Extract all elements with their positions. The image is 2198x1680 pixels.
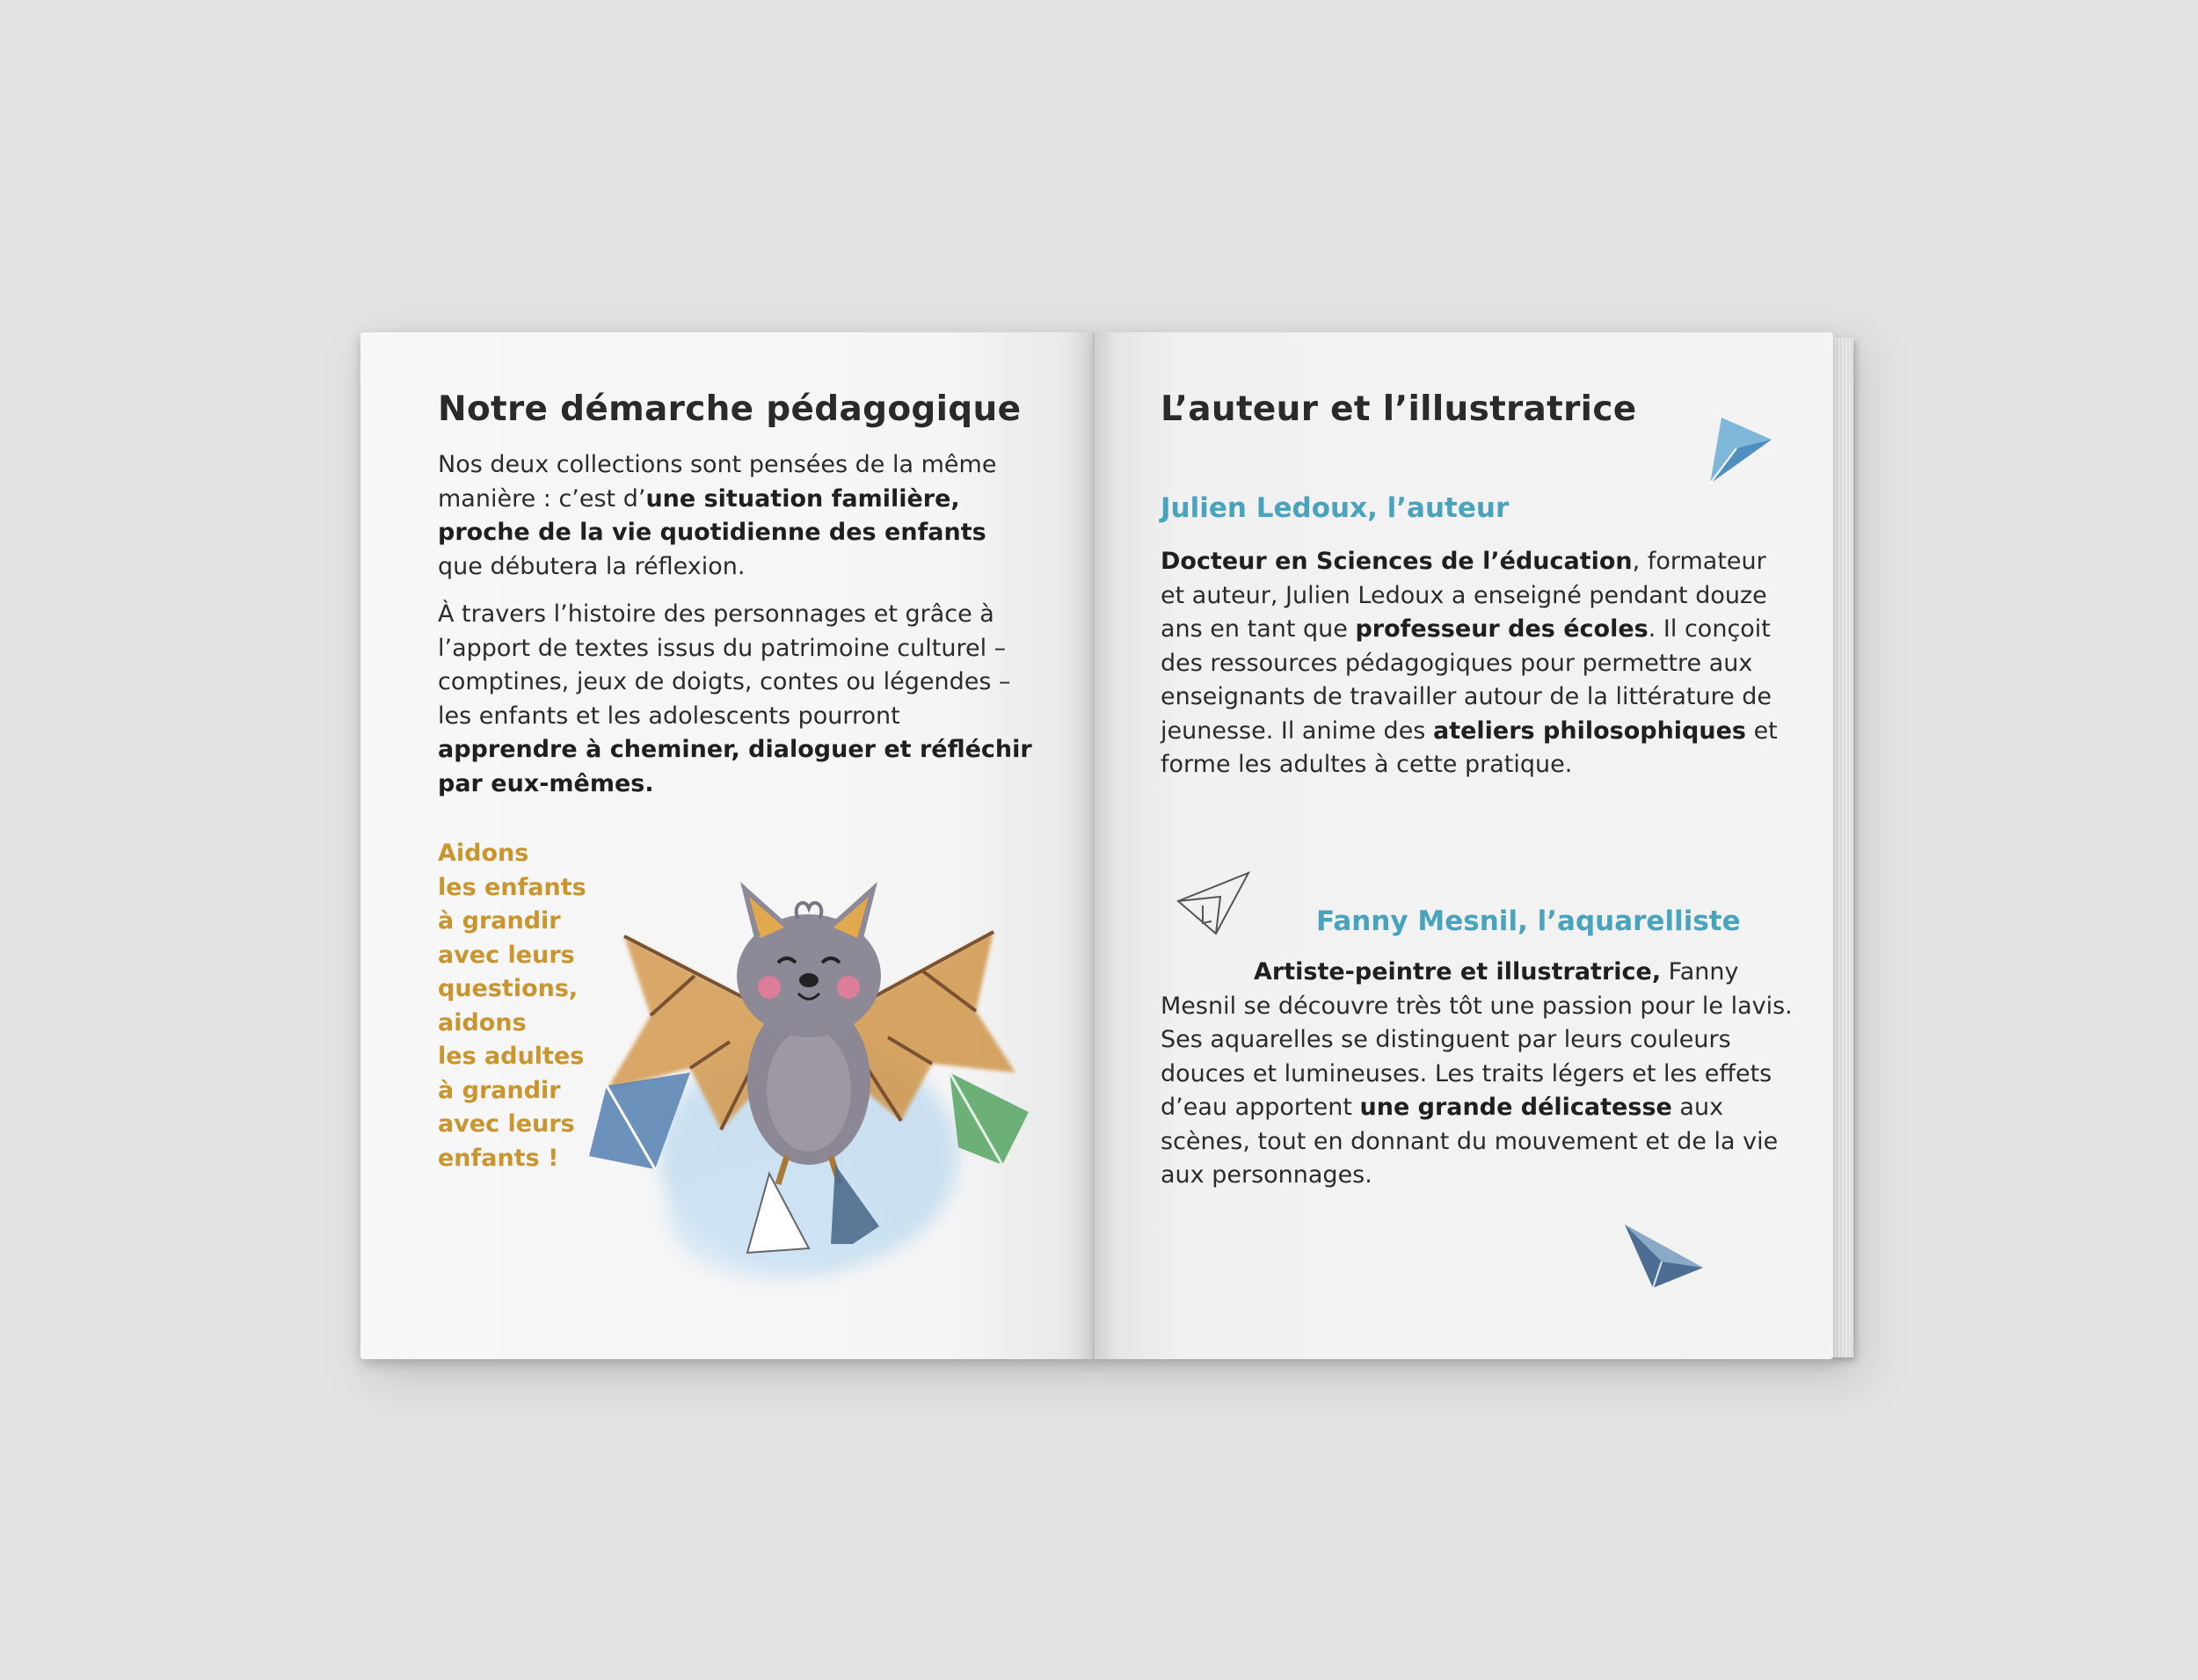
bold-text-run: une situation familière, proche de la vie quotidienne des enfants [438, 484, 986, 546]
text-run: Nos deux collections sont pensées de la même manière : c’est d’ [438, 451, 997, 513]
author-heading: Julien Ledoux, l’auteur [1161, 492, 1510, 524]
text-run: , formateur et auteur, Julien Ledoux a enseigné pendant douze ans en tant que [1161, 548, 1767, 643]
illustrator-heading: Fanny Mesnil, l’aquarelliste [1316, 905, 1741, 937]
text-run: que débutera la réflexion. [438, 552, 746, 580]
bold-text-run: Docteur en Sciences de l’éducation [1161, 548, 1633, 575]
pedagogy-paragraph-2 [438, 598, 1036, 801]
pull-quote-line: questions, [438, 975, 579, 1002]
right-page-title: L’auteur et l’illustratrice [1161, 389, 1637, 429]
pull-quote [438, 837, 586, 1175]
author-bio [1161, 545, 1794, 782]
pull-quote-line: aidons [438, 1008, 527, 1036]
text-run: aux scènes, tout en donnant du mouvement et de la vie aux personnages. [1161, 1094, 1779, 1189]
pedagogy-paragraph-1 [438, 448, 1029, 584]
pull-quote-line: les adultes [438, 1043, 585, 1070]
left-page-title: Notre démarche pédagogique [438, 389, 1022, 429]
bat-watercolor-illustration [589, 866, 1064, 1305]
pull-quote-line: enfants ! [438, 1144, 559, 1172]
paper-plane-navy-icon [1622, 1222, 1706, 1292]
paper-plane-sketch-icon [1176, 870, 1251, 936]
bold-text-run: apprendre à cheminer, dialoguer et réfléchir par eux-mêmes. [438, 736, 1032, 797]
text-run: et forme les adultes à cette pratique. [1161, 716, 1778, 778]
book-spine [1093, 332, 1096, 1359]
bold-text-run: ateliers philosophiques [1432, 716, 1746, 745]
pull-quote-line: à grandir [438, 907, 561, 935]
page-edge-stack [1830, 338, 1853, 1357]
illustrator-bio [1161, 956, 1798, 1193]
pull-quote-line: les enfants [438, 873, 586, 901]
text-run: À travers l’histoire des personnages et grâce à l’apport de textes issus du patrimoine culturel – comptines, jeux de doigts, contes ou légendes – les enfants et les adolescents pourront [438, 600, 1011, 730]
pull-quote-line: avec leurs [438, 941, 575, 969]
text-run: Fanny Mesnil se découvre très tôt une passion pour le lavis. Ses aquarelles se distinguent par leurs couleurs douces et lumineuses. Les traits légers et les effets d’eau apportent [1161, 958, 1793, 1121]
bold-text-run: une grande délicatesse [1359, 1094, 1672, 1121]
bold-text-run: professeur des écoles [1355, 615, 1648, 643]
pull-quote-line: avec leurs [438, 1110, 575, 1138]
paper-plane-blue-icon [1706, 413, 1776, 488]
pull-quote-line: Aidons [438, 840, 529, 867]
pull-quote-line: à grandir [438, 1076, 561, 1104]
text-run: . Il conçoit des ressources pédagogiques pour permettre aux enseignants de travailler autour de la littérature de jeunesse. Il anime des [1161, 615, 1772, 745]
bold-text-run: Artiste-peintre et illustratrice, [1254, 958, 1662, 985]
